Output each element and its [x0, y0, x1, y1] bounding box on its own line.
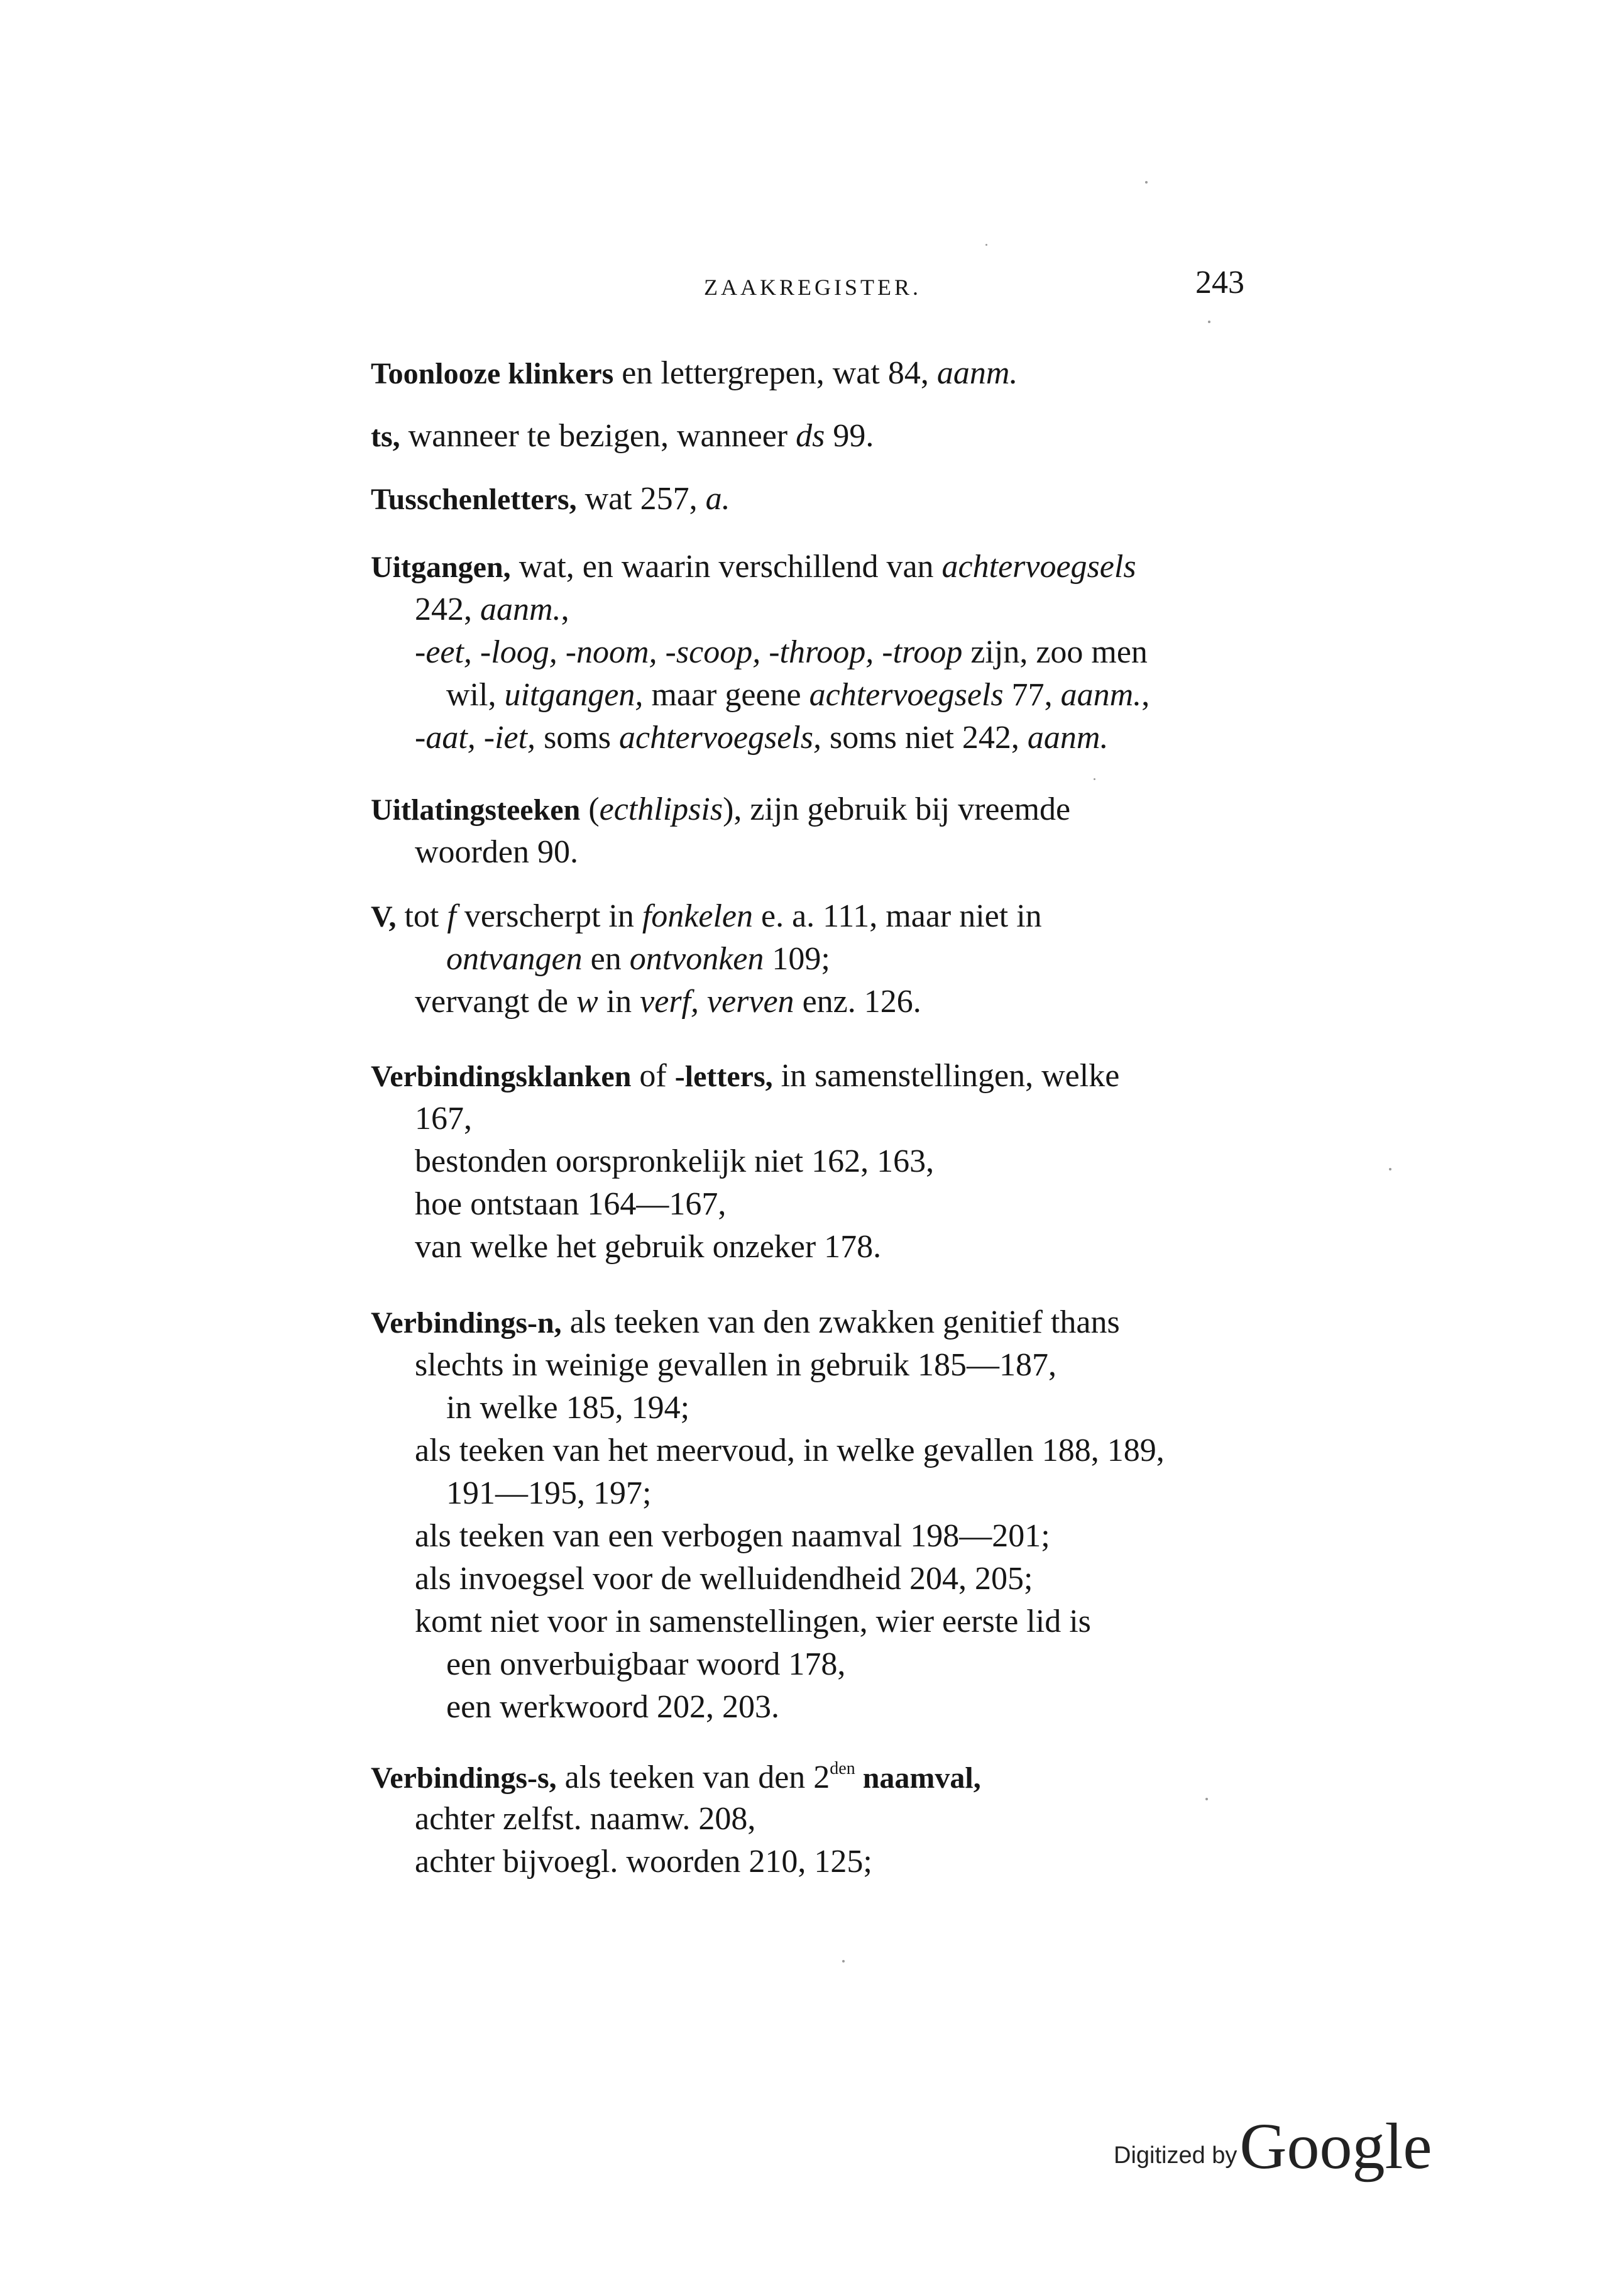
entry-verbindings-n-line8: komt niet voor in samenstellingen, wier eerste lid is: [415, 1604, 1091, 1639]
entry-uitlatingsteeken-line2: woorden 90.: [415, 834, 578, 870]
entry-uitgangen-line3: -eet, -loog, -noom, -scoop, -throop, -troop zijn, zoo men: [415, 634, 1148, 670]
scan-speck: [1389, 1168, 1391, 1170]
entry-verbindings-n-line10: een werkwoord 202, 203.: [446, 1689, 779, 1725]
entry-v-line2: ontvangen en ontvonken 109;: [446, 941, 830, 977]
entry-tusschenletters: Tusschenletters, wat 257, a.: [371, 481, 730, 517]
entry-verbindings-n-line2: slechts in weinige gevallen in gebruik 185—187,: [415, 1347, 1057, 1383]
entry-verbindings-n: Verbindings-n, als teeken van den zwakken genitief thans: [371, 1304, 1120, 1340]
scan-speck: [1205, 1798, 1208, 1800]
scan-speck: [1145, 181, 1148, 184]
entry-verbindings-s: Verbindings-s, als teeken van den $2^{den}$ naamval,: [371, 1759, 981, 1795]
entry-verbindings-s-line2: achter zelfst. naamw. 208,: [415, 1801, 756, 1837]
entry-verbindingsklanken-line3: bestonden oorspronkelijk niet 162, 163,: [415, 1143, 935, 1179]
entry-verbindingsklanken-line4: hoe ontstaan 164—167,: [415, 1186, 727, 1222]
scan-speck: [1208, 321, 1210, 323]
entry-verbindings-n-line9: een onverbuigbaar woord 178,: [446, 1646, 846, 1682]
entry-verbindingsklanken-line5: van welke het gebruik onzeker 178.: [415, 1229, 882, 1265]
scan-speck: [842, 1960, 845, 1962]
running-header: ZAAKREGISTER.: [704, 275, 921, 300]
entry-verbindings-s-line3: achter bijvoegl. woorden 210, 125;: [415, 1844, 872, 1880]
entry-verbindings-n-line7: als invoegsel voor de welluidendheid 204, 205;: [415, 1561, 1033, 1597]
entry-uitlatingsteeken: Uitlatingsteeken (ecthlipsis), zijn gebruik bij vreemde: [371, 791, 1071, 827]
entry-verbindings-n-line3: in welke 185, 194;: [446, 1390, 690, 1426]
entry-uitgangen-line4: wil, uitgangen, maar geene achtervoegsels 77, aanm.,: [446, 677, 1150, 713]
entry-v: V, tot f verscherpt in fonkelen e. a. 111, maar niet in: [371, 898, 1042, 934]
scan-speck: [1094, 778, 1095, 780]
entry-ts: ts, wanneer te bezigen, wanneer ds 99.: [371, 418, 874, 454]
entry-verbindings-n-line4: als teeken van het meervoud, in welke gevallen 188, 189,: [415, 1433, 1165, 1468]
entry-uitgangen-line2: 242, aanm.,: [415, 592, 569, 627]
scan-speck: [985, 244, 987, 246]
entry-verbindings-n-line6: als teeken van een verbogen naamval 198—201;: [415, 1518, 1050, 1554]
entry-uitgangen: Uitgangen, wat, en waarin verschillend van achtervoegsels: [371, 549, 1136, 585]
entry-verbindings-n-line5: 191—195, 197;: [446, 1475, 652, 1511]
entry-v-line3: vervangt de w in verf, verven enz. 126.: [415, 984, 921, 1020]
digitized-by-google-stamp: Digitized byGoogle: [1114, 2110, 1432, 2183]
entry-verbindingsklanken: Verbindingsklanken of -letters, in samenstellingen, welke: [371, 1058, 1120, 1094]
page-number: 243: [1195, 265, 1244, 300]
entry-uitgangen-line5: -aat, -iet, soms achtervoegsels, soms niet 242, aanm.: [415, 720, 1109, 756]
entry-toonlooze: Toonlooze klinkers en lettergrepen, wat 84, aanm.: [371, 355, 1018, 391]
entry-verbindingsklanken-line2: 167,: [415, 1101, 472, 1137]
